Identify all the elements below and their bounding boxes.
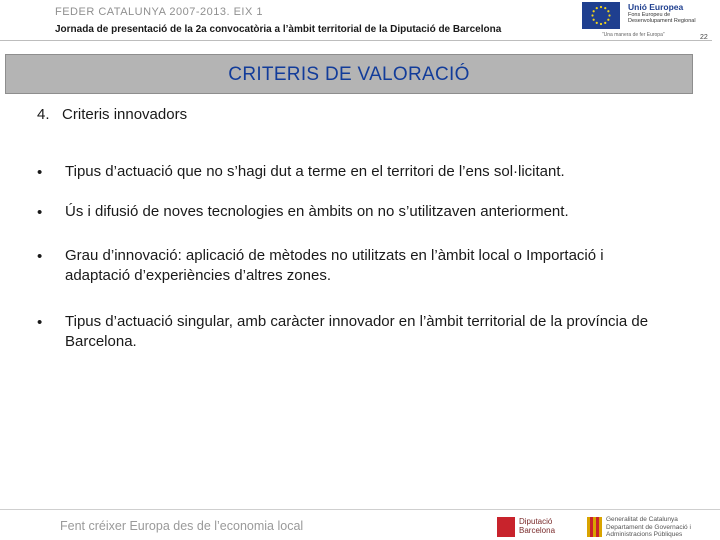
list-item: Ús i difusió de noves tecnologies en àmbits on no s’utilitzaven anteriorment. xyxy=(65,203,569,220)
list-item: Grau d’innovació: aplicació de mètodes no utilitzats en l’àmbit local o Importació i adaptació d’experiències d’altres zones. xyxy=(65,247,604,284)
eu-star-icon xyxy=(600,6,602,8)
section-number: 4. xyxy=(37,106,50,123)
eu-logo xyxy=(582,2,708,38)
diputacio-logo-icon xyxy=(497,517,515,537)
footer-slogan: Fent créixer Europa des de l’economia local xyxy=(60,519,304,533)
eu-star-icon xyxy=(591,14,593,16)
event-title: Jornada de presentació de la 2a convocatòria a l’àmbit territorial de la Diputació de Barcelona xyxy=(55,24,502,35)
bullet-marker: • xyxy=(37,164,43,181)
section-heading xyxy=(37,106,187,123)
eu-logo-motto: “Una manera de fer Europa” xyxy=(602,32,665,38)
eu-star-icon xyxy=(593,10,595,12)
eu-logo-subtitle: Fons Europeu de Desenvolupament Regional xyxy=(628,12,696,24)
title-band xyxy=(5,54,693,94)
generalitat-logo-text: Generalitat de Catalunya Departament de Governació i Administracions Públiques xyxy=(606,516,691,538)
page-number: 22 xyxy=(700,34,708,41)
bullet-marker: • xyxy=(37,204,43,221)
slide-title: CRITERIS DE VALORACIÓ xyxy=(228,64,470,85)
eu-star-icon xyxy=(593,19,595,21)
bullet-marker: • xyxy=(37,248,43,265)
eu-flag-icon xyxy=(582,2,620,29)
eu-star-icon xyxy=(596,22,598,24)
footer-divider xyxy=(0,509,720,510)
eu-star-icon xyxy=(608,14,610,16)
list-item: Tipus d’actuació que no s’hagi dut a terme en el territori de l’ens sol·licitant. xyxy=(65,163,565,180)
eu-star-icon xyxy=(607,19,609,21)
bullet-marker: • xyxy=(37,314,43,331)
eu-star-icon xyxy=(604,7,606,9)
eu-star-icon xyxy=(604,22,606,24)
eu-logo-title: Unió Europea xyxy=(628,2,684,12)
section-title: Criteris innovadors xyxy=(62,106,188,123)
eu-star-icon xyxy=(600,23,602,25)
eu-star-icon xyxy=(607,10,609,12)
diputacio-logo-text: Diputació Barcelona xyxy=(519,517,556,535)
program-label: FEDER CATALUNYA 2007-2013. EIX 1 xyxy=(55,6,263,18)
eu-star-icon xyxy=(596,7,598,9)
header-divider xyxy=(0,40,712,41)
generalitat-logo-icon xyxy=(587,517,602,537)
list-item: Tipus d’actuació singular, amb caràcter innovador en l’àmbit territorial de la província de Barcelona. xyxy=(65,313,649,350)
